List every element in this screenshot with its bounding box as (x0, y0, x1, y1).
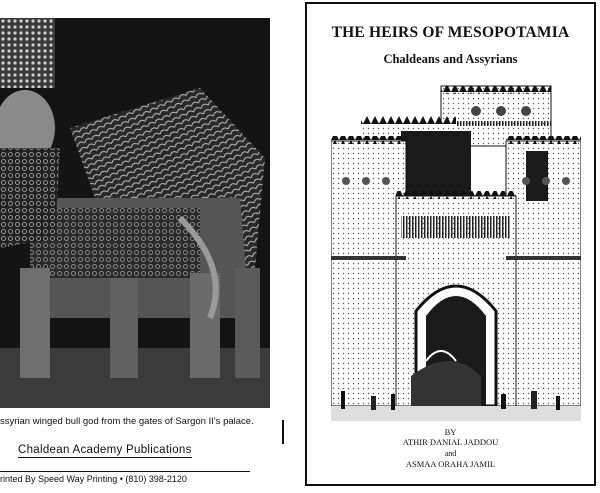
back-cover-page (0, 0, 283, 493)
front-cover-page (305, 2, 596, 486)
and-label: and (444, 449, 457, 458)
book-title: THE HEIRS OF MESOPOTAMIA (331, 24, 570, 41)
publisher-name: Chaldean Academy Publications (18, 444, 192, 456)
author-1: ATHIR DANIAL JADDOU (402, 437, 499, 447)
book-subtitle: Chaldeans and Assyrians (383, 52, 518, 66)
spine-mark (282, 420, 284, 444)
author-2: ASMAA ORAHA JAMIL (405, 459, 496, 469)
winged-bull-photo (0, 18, 270, 408)
by-label: BY (444, 427, 457, 437)
photo-caption: ssyrian winged bull god from the gates of Sargon II's palace. (0, 416, 254, 427)
printer-info: rinted By Speed Way Printing • (810) 398-2120 (0, 471, 250, 484)
ishtar-gate-illustration (331, 76, 581, 421)
